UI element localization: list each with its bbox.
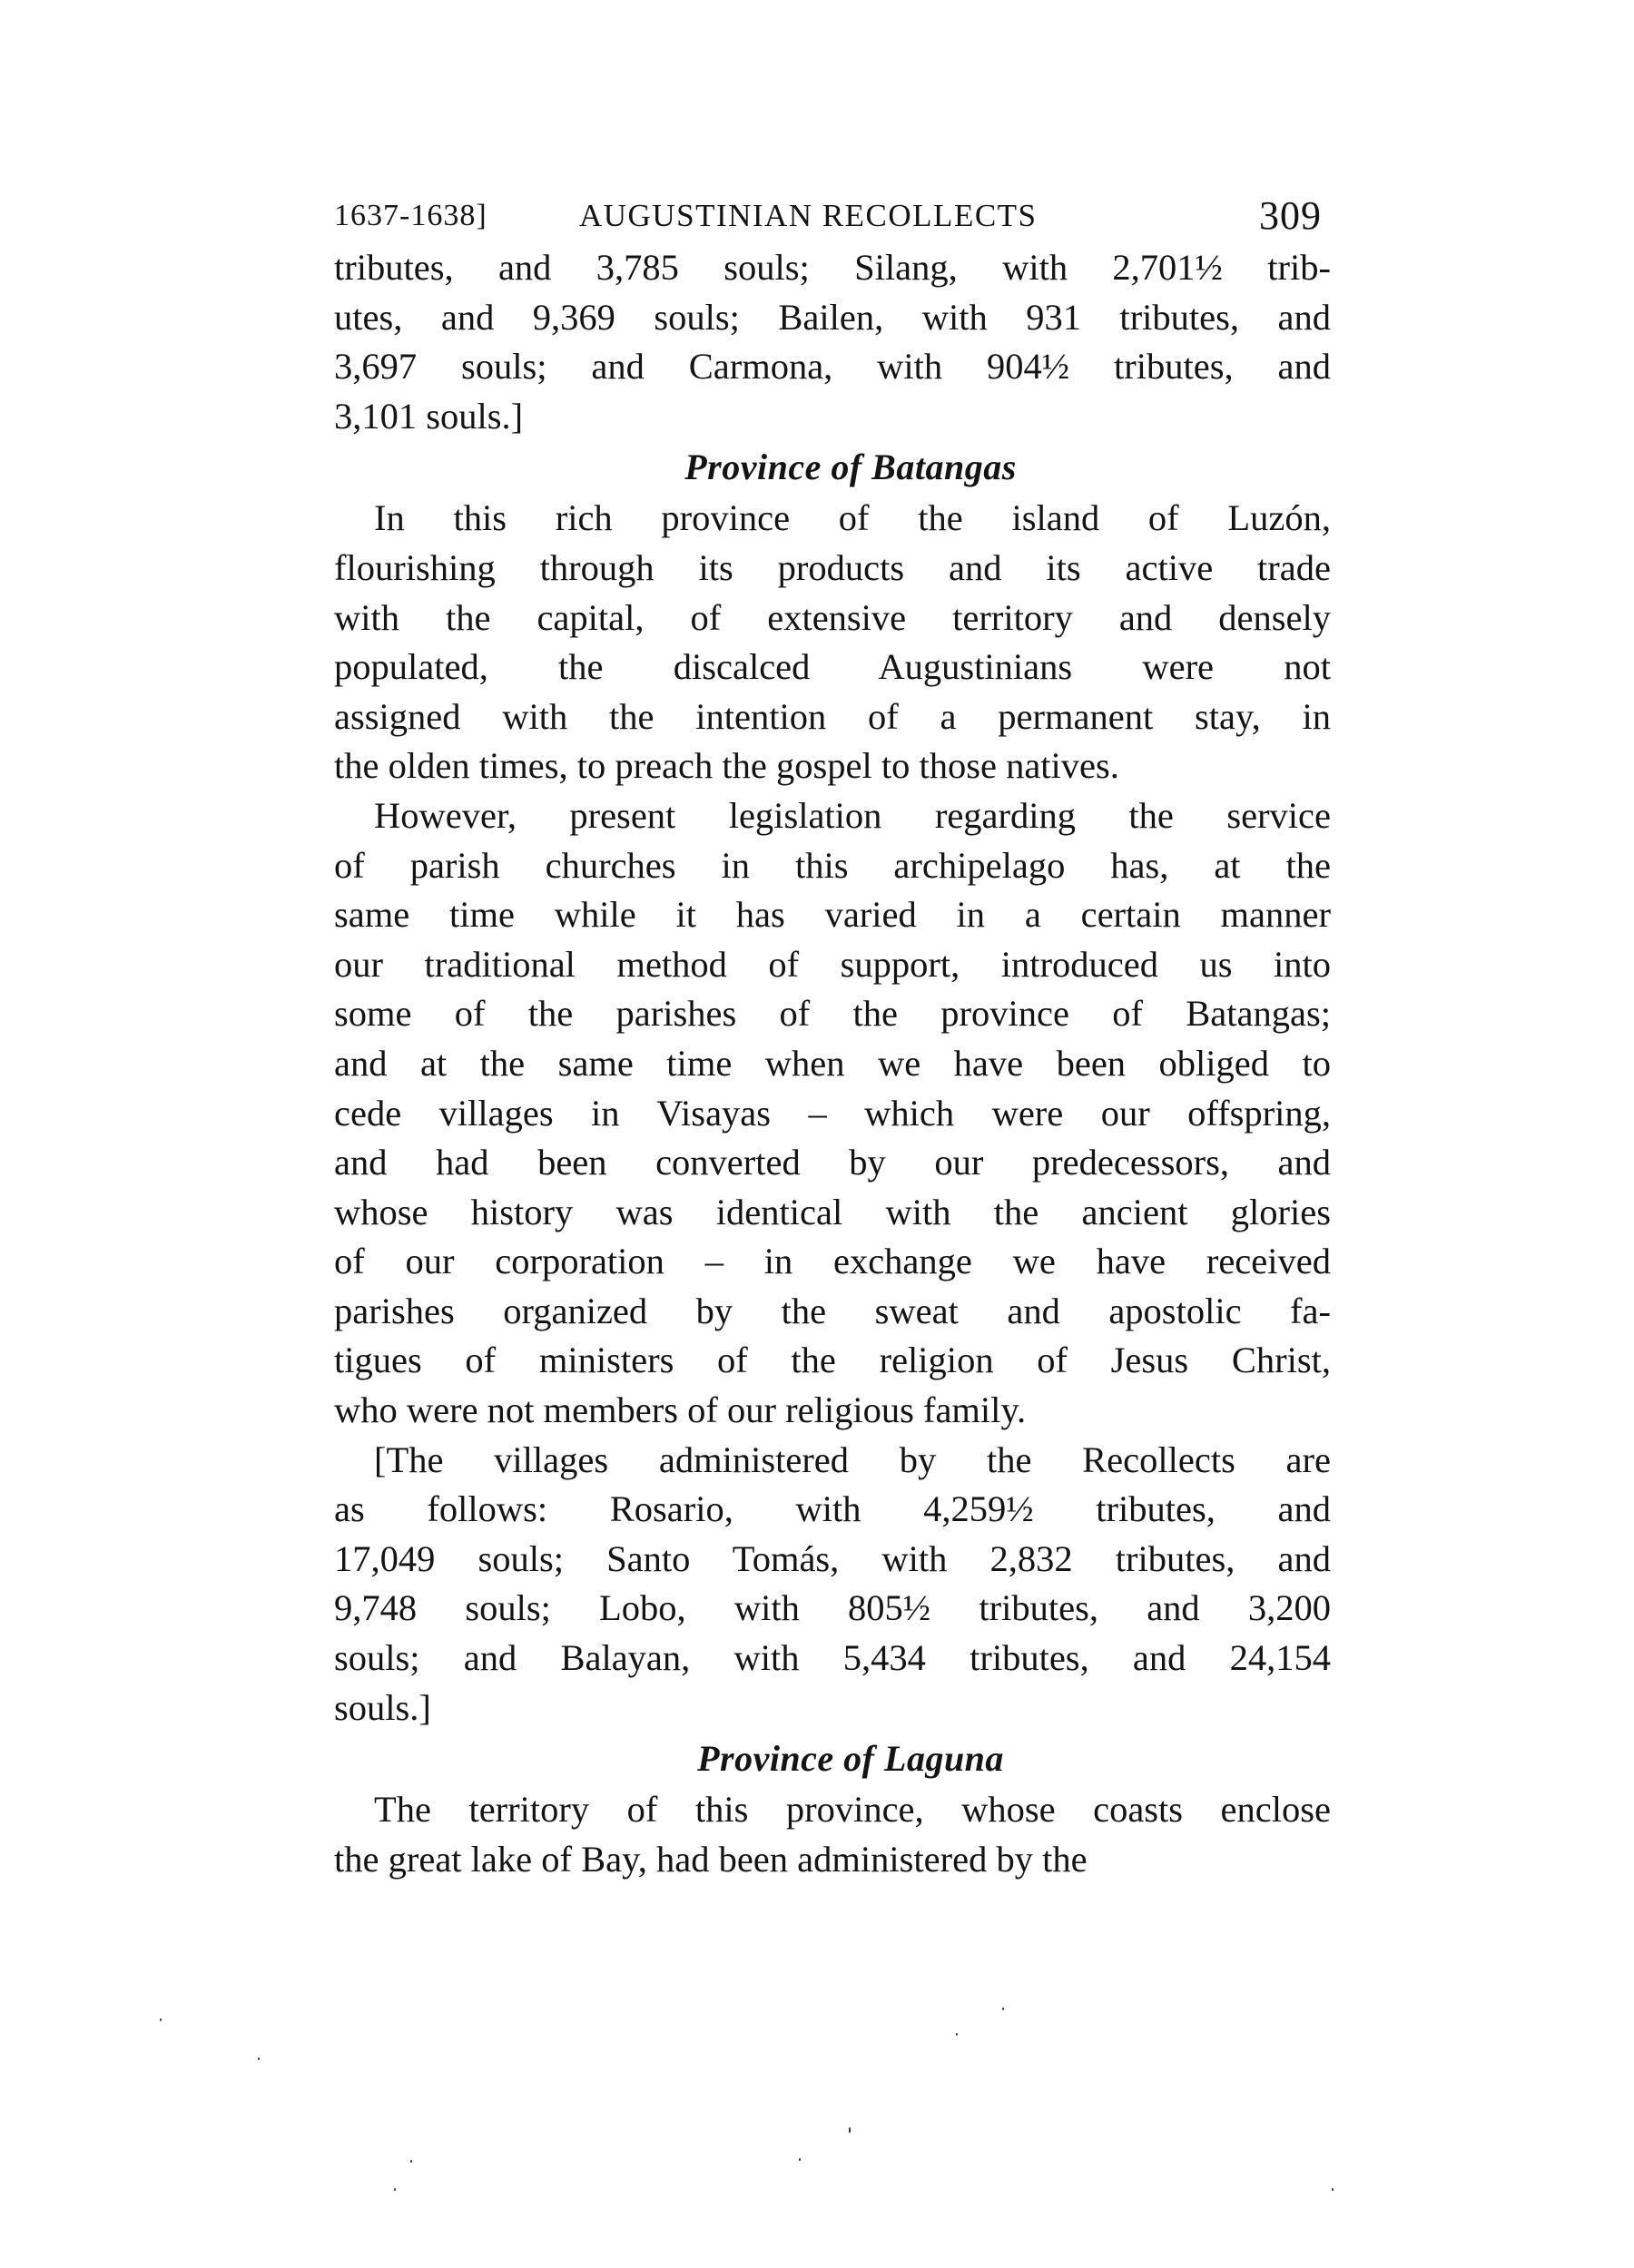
- text-line: same time while it has varied in a certain manner: [334, 894, 1331, 936]
- text-line: 3,697 souls; and Carmona, with 904½ tributes, and: [334, 346, 1331, 388]
- text-line: [The villages administered by the Recollects are: [374, 1438, 1331, 1480]
- text-line: cede villages in Visayas – which were our offspring,: [334, 1092, 1331, 1134]
- paragraph-legislation: [334, 791, 1331, 1436]
- paragraph-batangas-intro: [334, 494, 1331, 791]
- text-line: populated, the discalced Augustinians were not: [334, 646, 1331, 688]
- text-line: utes, and 9,369 souls; Bailen, with 931 tributes, and: [334, 296, 1331, 338]
- text-line: tigues of ministers of the religion of Jesus Christ,: [334, 1340, 1331, 1381]
- text-line: and at the same time when we have been obliged to: [334, 1042, 1331, 1084]
- text-line: flourishing through its products and its active trade: [334, 546, 1331, 588]
- text-line: 3,101 souls.]: [334, 395, 524, 437]
- text-line: 17,049 souls; Santo Tomás, with 2,832 tributes, and: [334, 1537, 1331, 1579]
- text-line: of parish churches in this archipelago has, at the: [334, 844, 1331, 886]
- book-page: [334, 191, 1331, 1884]
- text-line: some of the parishes of the province of Batangas;: [334, 993, 1331, 1035]
- section-heading-batangas: Province of Batangas: [684, 447, 1017, 488]
- section-heading-laguna: Province of Laguna: [697, 1738, 1004, 1780]
- paragraph-batangas-villages: [334, 1436, 1331, 1733]
- text-line: who were not members of our religious family.: [334, 1389, 1027, 1431]
- text-line: In this rich province of the island of Luzón,: [374, 497, 1331, 539]
- paragraph-laguna-intro: [334, 1785, 1331, 1884]
- text-line: parishes organized by the sweat and apostolic fa-: [334, 1290, 1331, 1331]
- text-line: whose history was identical with the ancient glories: [334, 1191, 1331, 1232]
- text-line: of our corporation – in exchange we have received: [334, 1241, 1331, 1282]
- text-line: However, present legislation regarding the service: [374, 794, 1331, 836]
- text-line: the great lake of Bay, had been administered by the: [334, 1838, 1088, 1880]
- running-header: [334, 191, 1331, 241]
- page-number: 309: [1259, 193, 1322, 238]
- text-line: 9,748 souls; Lobo, with 805½ tributes, and 3,200: [334, 1587, 1331, 1629]
- text-line: with the capital, of extensive territory and densely: [334, 596, 1331, 638]
- text-line: and had been converted by our predecessors, and: [334, 1142, 1331, 1183]
- text-line: our traditional method of support, introduced us into: [334, 943, 1331, 985]
- text-line: souls.]: [334, 1686, 431, 1728]
- text-line: as follows: Rosario, with 4,259½ tributes, and: [334, 1488, 1331, 1530]
- text-line: assigned with the intention of a permanent stay, in: [334, 695, 1331, 737]
- body-text: [334, 243, 1331, 1884]
- header-title: AUGUSTINIAN RECOLLECTS: [579, 198, 1038, 233]
- header-dates: 1637-1638]: [334, 199, 487, 232]
- paragraph-continued-tributes: [334, 243, 1331, 441]
- text-line: the olden times, to preach the gospel to those natives.: [334, 745, 1119, 787]
- text-line: tributes, and 3,785 souls; Silang, with 2,701½ trib-: [334, 247, 1331, 288]
- text-line: The territory of this province, whose coasts enclose: [374, 1789, 1331, 1831]
- text-line: souls; and Balayan, with 5,434 tributes, and 24,154: [334, 1637, 1331, 1679]
